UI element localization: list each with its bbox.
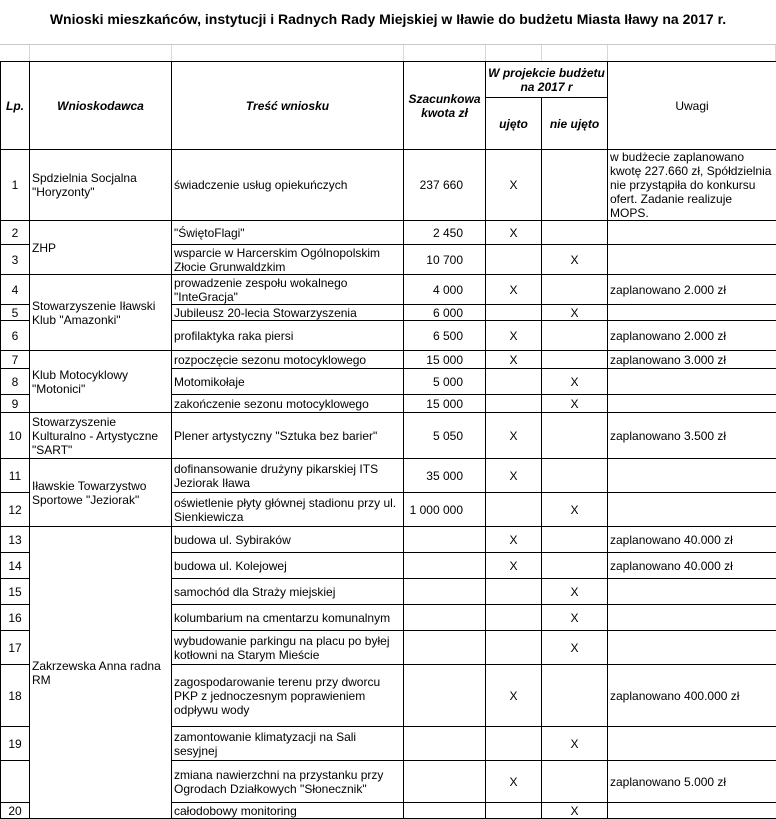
row-lp: 11 bbox=[1, 459, 30, 493]
row-lp bbox=[1, 761, 30, 803]
row-ujeto: X bbox=[486, 275, 542, 305]
row-tresc: oświetlenie płyty głównej stadionu przy ul. Sienkiewicza bbox=[172, 493, 404, 527]
row-nie-ujeto bbox=[542, 761, 608, 803]
applicant-cell: Stowarzyszenie Kulturalno - Artystyczne "SART" bbox=[30, 413, 172, 459]
row-uwagi bbox=[608, 245, 776, 275]
row-ujeto: X bbox=[486, 413, 542, 459]
row-kwota: 10 700 bbox=[404, 245, 486, 275]
applicant-cell: Iławskie Towarzystwo Sportowe "Jeziorak" bbox=[30, 459, 172, 527]
row-ujeto: X bbox=[486, 761, 542, 803]
row-ujeto: X bbox=[486, 665, 542, 727]
row-uwagi bbox=[608, 493, 776, 527]
row-nie-ujeto: X bbox=[542, 803, 608, 819]
row-nie-ujeto bbox=[542, 459, 608, 493]
row-kwota: 15 000 bbox=[404, 395, 486, 413]
budget-requests-table bbox=[0, 61, 776, 819]
row-nie-ujeto bbox=[542, 413, 608, 459]
row-lp: 17 bbox=[1, 631, 30, 665]
row-tresc: dofinansowanie drużyny pikarskiej ITS Jeziorak Iława bbox=[172, 459, 404, 493]
table-row bbox=[1, 150, 776, 221]
row-nie-ujeto bbox=[542, 665, 608, 727]
row-kwota: 2 450 bbox=[404, 221, 486, 245]
row-nie-ujeto bbox=[542, 321, 608, 351]
row-tresc: świadczenie usług opiekuńczych bbox=[172, 150, 404, 221]
row-ujeto: X bbox=[486, 221, 542, 245]
applicant-cell: Klub Motocyklowy "Motonici" bbox=[30, 351, 172, 413]
row-nie-ujeto bbox=[542, 351, 608, 369]
table-row bbox=[1, 459, 776, 493]
row-kwota: 5 050 bbox=[404, 413, 486, 459]
row-lp: 3 bbox=[1, 245, 30, 275]
row-tresc: Plener artystyczny "Sztuka bez barier" bbox=[172, 413, 404, 459]
row-uwagi: zaplanowano 3.500 zł bbox=[608, 413, 776, 459]
header-kwota: Szacunkowa kwota zł bbox=[404, 62, 486, 150]
row-tresc: zakończenie sezonu motocyklowego bbox=[172, 395, 404, 413]
table-row bbox=[1, 351, 776, 369]
row-uwagi: zaplanowano 2.000 zł bbox=[608, 321, 776, 351]
row-tresc: Jubileusz 20-lecia Stowarzyszenia bbox=[172, 305, 404, 321]
row-uwagi bbox=[608, 459, 776, 493]
row-nie-ujeto bbox=[542, 275, 608, 305]
row-kwota bbox=[404, 631, 486, 665]
header-tresc: Treść wniosku bbox=[172, 62, 404, 150]
row-tresc: wybudowanie parkingu na placu po byłej kotłowni na Starym Mieście bbox=[172, 631, 404, 665]
table-body bbox=[1, 150, 776, 819]
row-nie-ujeto: X bbox=[542, 579, 608, 605]
row-ujeto bbox=[486, 727, 542, 761]
row-uwagi bbox=[608, 221, 776, 245]
row-lp: 12 bbox=[1, 493, 30, 527]
row-lp: 18 bbox=[1, 665, 30, 727]
row-uwagi bbox=[608, 395, 776, 413]
row-kwota: 1 000 000 bbox=[404, 493, 486, 527]
row-tresc: "ŚwiętoFlagi" bbox=[172, 221, 404, 245]
row-nie-ujeto: X bbox=[542, 305, 608, 321]
row-ujeto bbox=[486, 579, 542, 605]
applicant-cell: ZHP bbox=[30, 221, 172, 275]
row-ujeto: X bbox=[486, 150, 542, 221]
row-tresc: samochód dla Straży miejskiej bbox=[172, 579, 404, 605]
table-row bbox=[1, 527, 776, 553]
row-lp: 7 bbox=[1, 351, 30, 369]
table-row bbox=[1, 221, 776, 245]
header-ujeto: ujęto bbox=[486, 98, 542, 150]
row-lp: 10 bbox=[1, 413, 30, 459]
row-uwagi bbox=[608, 727, 776, 761]
row-ujeto: X bbox=[486, 553, 542, 579]
row-tresc: Motomikołaje bbox=[172, 369, 404, 395]
row-ujeto bbox=[486, 631, 542, 665]
row-lp: 6 bbox=[1, 321, 30, 351]
row-ujeto: X bbox=[486, 321, 542, 351]
row-kwota: 5 000 bbox=[404, 369, 486, 395]
row-ujeto bbox=[486, 493, 542, 527]
row-tresc: profilaktyka raka piersi bbox=[172, 321, 404, 351]
row-uwagi: zaplanowano 5.000 zł bbox=[608, 761, 776, 803]
row-tresc: zagospodarowanie terenu przy dworcu PKP z jednoczesnym poprawieniem odpływu wody bbox=[172, 665, 404, 727]
row-kwota bbox=[404, 665, 486, 727]
header-lp: Lp. bbox=[1, 62, 30, 150]
row-nie-ujeto bbox=[542, 527, 608, 553]
row-tresc: wsparcie w Harcerskim Ogólnopolskim Złocie Grunwaldzkim bbox=[172, 245, 404, 275]
row-nie-ujeto bbox=[542, 150, 608, 221]
row-uwagi bbox=[608, 605, 776, 631]
row-lp: 13 bbox=[1, 527, 30, 553]
row-uwagi bbox=[608, 631, 776, 665]
row-tresc: budowa ul. Kolejowej bbox=[172, 553, 404, 579]
row-kwota: 237 660 bbox=[404, 150, 486, 221]
row-lp: 14 bbox=[1, 553, 30, 579]
row-lp: 16 bbox=[1, 605, 30, 631]
row-uwagi: w budżecie zaplanowano kwotę 227.660 zł, Spółdzielnia nie przystąpiła do konkursu ofert. Zadanie realizuje MOPS. bbox=[608, 150, 776, 221]
row-lp: 5 bbox=[1, 305, 30, 321]
row-tresc: zamontowanie klimatyzacji na Sali sesyjnej bbox=[172, 727, 404, 761]
row-nie-ujeto: X bbox=[542, 493, 608, 527]
row-ujeto bbox=[486, 605, 542, 631]
row-kwota: 4 000 bbox=[404, 275, 486, 305]
row-kwota: 6 000 bbox=[404, 305, 486, 321]
row-ujeto bbox=[486, 369, 542, 395]
row-kwota bbox=[404, 605, 486, 631]
row-ujeto: X bbox=[486, 459, 542, 493]
row-tresc: budowa ul. Sybiraków bbox=[172, 527, 404, 553]
page-title: Wnioski mieszkańców, instytucji i Radnych Rady Miejskiej w Iławie do budżetu Miasta Iławy na 2017 r. bbox=[0, 11, 776, 27]
applicant-cell: Stowarzyszenie Iławski Klub "Amazonki" bbox=[30, 275, 172, 351]
row-nie-ujeto: X bbox=[542, 727, 608, 761]
header-nie-ujeto: nie ujęto bbox=[542, 98, 608, 150]
row-kwota bbox=[404, 727, 486, 761]
row-ujeto bbox=[486, 305, 542, 321]
row-ujeto: X bbox=[486, 527, 542, 553]
row-lp: 9 bbox=[1, 395, 30, 413]
header-wnioskodawca: Wnioskodawca bbox=[30, 62, 172, 150]
row-lp: 1 bbox=[1, 150, 30, 221]
row-kwota: 6 500 bbox=[404, 321, 486, 351]
row-lp: 8 bbox=[1, 369, 30, 395]
row-tresc: zmiana nawierzchni na przystanku przy Ogrodach Działkowych "Słonecznik" bbox=[172, 761, 404, 803]
row-uwagi: zaplanowano 2.000 zł bbox=[608, 275, 776, 305]
row-tresc: prowadzenie zespołu wokalnego "InteGracja" bbox=[172, 275, 404, 305]
row-uwagi: zaplanowano 40.000 zł bbox=[608, 553, 776, 579]
row-uwagi bbox=[608, 369, 776, 395]
row-kwota bbox=[404, 579, 486, 605]
row-tresc: całodobowy monitoring bbox=[172, 803, 404, 819]
row-nie-ujeto bbox=[542, 221, 608, 245]
row-nie-ujeto: X bbox=[542, 631, 608, 665]
row-nie-ujeto: X bbox=[542, 245, 608, 275]
row-uwagi bbox=[608, 803, 776, 819]
row-ujeto: X bbox=[486, 351, 542, 369]
row-lp: 19 bbox=[1, 727, 30, 761]
row-ujeto bbox=[486, 245, 542, 275]
row-uwagi bbox=[608, 305, 776, 321]
header-uwagi: Uwagi bbox=[608, 62, 776, 150]
row-uwagi: zaplanowano 40.000 zł bbox=[608, 527, 776, 553]
row-ujeto bbox=[486, 803, 542, 819]
row-kwota bbox=[404, 761, 486, 803]
row-kwota bbox=[404, 803, 486, 819]
row-lp: 2 bbox=[1, 221, 30, 245]
row-kwota bbox=[404, 553, 486, 579]
row-uwagi: zaplanowano 3.000 zł bbox=[608, 351, 776, 369]
row-lp: 15 bbox=[1, 579, 30, 605]
row-kwota: 15 000 bbox=[404, 351, 486, 369]
row-tresc: kolumbarium na cmentarzu komunalnym bbox=[172, 605, 404, 631]
applicant-cell: Zakrzewska Anna radna RM bbox=[30, 527, 172, 819]
table-row bbox=[1, 275, 776, 305]
row-tresc: rozpoczęcie sezonu motocyklowego bbox=[172, 351, 404, 369]
row-uwagi: zaplanowano 400.000 zł bbox=[608, 665, 776, 727]
row-nie-ujeto: X bbox=[542, 369, 608, 395]
table-row bbox=[1, 413, 776, 459]
row-kwota bbox=[404, 527, 486, 553]
applicant-cell: Spdzielnia Socjalna "Horyzonty" bbox=[30, 150, 172, 221]
row-nie-ujeto bbox=[542, 553, 608, 579]
row-nie-ujeto: X bbox=[542, 395, 608, 413]
row-nie-ujeto: X bbox=[542, 605, 608, 631]
row-lp: 20 bbox=[1, 803, 30, 819]
row-uwagi bbox=[608, 579, 776, 605]
row-ujeto bbox=[486, 395, 542, 413]
header-projekt: W projekcie budżetu na 2017 r bbox=[486, 62, 608, 98]
empty-spreadsheet-row bbox=[0, 45, 776, 61]
row-lp: 4 bbox=[1, 275, 30, 305]
row-kwota: 35 000 bbox=[404, 459, 486, 493]
